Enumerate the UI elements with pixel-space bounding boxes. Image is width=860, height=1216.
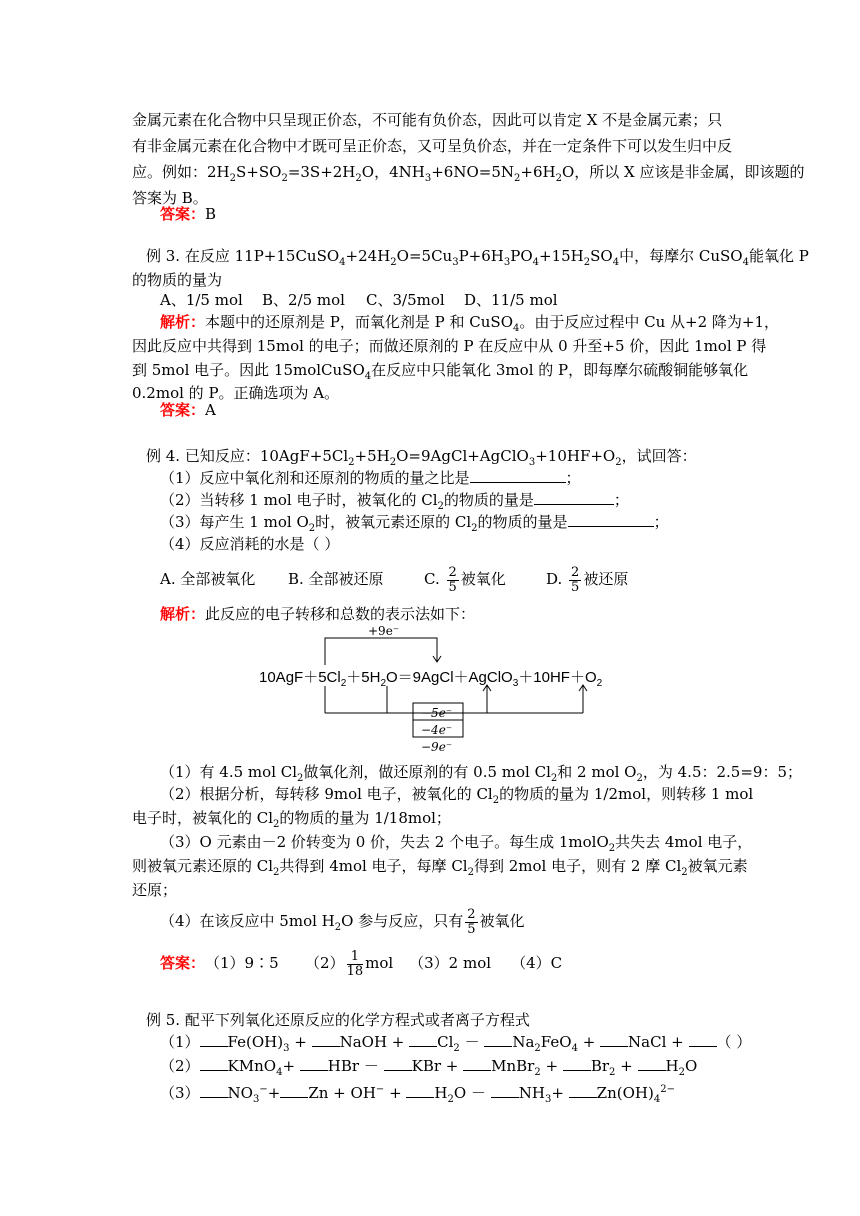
ex3-option-c: C、3/5mol [366,291,445,309]
ex3-question-line-2: 的物质的量为 [132,271,223,289]
answer-blank[interactable] [470,468,566,483]
ex4-option-b: B. 全部被还原 [288,570,384,588]
coeff-blank[interactable] [300,1056,328,1071]
coeff-blank[interactable] [569,1083,597,1098]
ex5-title: 例 5. 配平下列氧化还原反应的化学方程式或者离子方程式 [146,1011,530,1029]
ex3-answer: 答案：A [160,401,216,419]
answer-blank[interactable] [534,490,614,505]
fraction: $\frac{2}{5}$ [448,564,457,595]
ex4-option-c: C. $\frac{2}{5}$ 被氧化 [424,564,506,595]
ex3-options [160,290,558,310]
coeff-blank[interactable] [491,1083,519,1098]
ex4-options [160,564,628,595]
ex4-answer: 答案：（1）9∶5 （2） $\frac{1}{18}$ mol （3）2 mol （4）C [160,948,563,979]
ex4-option-a: A. 全部被氧化 [160,570,256,588]
coeff-blank[interactable] [689,1032,717,1047]
ex3-option-a: A、1/5 mol [160,291,243,309]
ex4-reason-4: （4）在该反应中 5mol $H_2O$ 参与反应，只有 $\frac{2}{5}$ 被氧化 [160,906,525,937]
ex4-sub-4: （4）反应消耗的水是（ ） [160,535,340,553]
answer-blank[interactable] [568,512,654,527]
coeff-blank[interactable] [384,1056,412,1071]
coeff-blank[interactable] [406,1083,434,1098]
analysis-label: 解析： [160,313,206,331]
fraction: $\frac{2}{5}$ [467,906,476,937]
ex5-eq-2: （2） KMnO$_4$+ HBr － KBr + MnBr$_2$ + $Br_2 + H_2O$ [160,1057,698,1078]
ex4-reason-1: （1）有 4.5 mol $Cl_2$做氧化剂，做还原剂的有 0.5 mol $Cl_2$和 2 mol $O_2$，为 4.5：2.5=9：5； [160,763,802,784]
coeff-blank[interactable] [200,1032,228,1047]
top-transfer-label: +9e⁻ [368,624,400,638]
electron-transfer-diagram [255,624,615,758]
intro-line-3: 应。例如：$2H_2S+SO_2=3S+2H_2O$，$4NH_3+6NO=5N_2+6H_2O$，所以 X 应该是非金属，即该题的 [132,163,805,184]
electron-transfer-svg [255,624,615,754]
intro-line-1: 金属元素在化合物中只呈现正价态，不可能有负价态，因此可以肯定 X 不是金属元素；只 [132,111,723,129]
ex4-sub-3: （3）每产生 1 mol $O_2$时，被氧元素还原的 $Cl_2$的物质的量是 ； [160,513,669,534]
coeff-blank[interactable] [200,1083,228,1098]
intro-line-4: 答案为 B。 [132,189,208,207]
coeff-blank[interactable] [600,1032,628,1047]
fraction: $\frac{1}{18}$ [346,948,364,979]
coeff-blank[interactable] [409,1032,437,1047]
answer-label: 答案： [160,954,206,972]
intro-line-2: 有非金属元素在化合物中才既可呈正价态，又可呈负价态，并在一定条件下可以发生归中反 [132,137,733,155]
coeff-blank[interactable] [563,1056,591,1071]
box-label-3: −9e⁻ [421,740,453,754]
ex4-reason-3c: 还原； [132,881,178,899]
ex4-analysis: 解析：此反应的电子转移和总数的表示法如下： [160,605,476,623]
ex4-reason-3: （3）O 元素由－2 价转变为 0 价，失去 2 个电子。每生成 1molO$_2$共失去 4mol 电子， [160,833,753,854]
answer-label: 答案： [160,205,206,223]
analysis-label: 解析： [160,605,206,623]
ex4-question: 例 4. 已知反应：$10AgF+5Cl_2+5H_2O=9AgCl+AgClO_3+10HF+O_2$，试回答： [146,447,697,468]
box-label-2: −4e⁻ [421,723,453,737]
fraction: $\frac{2}{5}$ [571,564,580,595]
ex5-eq-3: （3） $NO_3^-+ Zn + OH^- + H_2O - NH_3+ Zn(OH)_4^{2-}$ [160,1084,675,1105]
ex4-reason-2b: 电子时，被氧化的 $Cl_2$的物质的量为 1/18mol； [132,809,451,830]
intro-answer: 答案：B [160,205,217,223]
coeff-blank[interactable] [638,1056,666,1071]
ex4-option-d: D. $\frac{2}{5}$ 被还原 [546,564,629,595]
ex3-analysis-line-1: 解析：本题中的还原剂是 P，而氧化剂是 P 和 CuSO$_4$。由于反应过程中 Cu 从+2 降为+1， [160,313,780,334]
ex3-option-d: D、11/5 mol [464,291,558,309]
ex3-analysis-line-2: 因此反应中共得到 15mol 的电子；而做还原剂的 P 在反应中从 0 升至+5 价，因此 1mol P 得 [132,337,767,355]
ex4-sub-1: （1）反应中氧化剂和还原剂的物质的量之比是 ； [160,469,581,487]
diagram-equation: $10AgF+5Cl_2+5H_2O=9AgCl+AgClO_3+10HF+O_2$ [259,669,603,689]
coeff-blank[interactable] [312,1032,340,1047]
ex3-analysis-line-4: 0.2mol 的 P。正确选项为 A。 [132,384,340,402]
ex3-analysis-line-3: 到 5mol 电子。因此 15molCuSO$_4$在反应中只能氧化 3mol 的 P，即每摩尔硫酸铜能够氧化 [132,361,749,382]
ex4-reason-2: （2）根据分析，每转移 9mol 电子，被氧化的 $Cl_2$的物质的量为 1/2mol，则转移 1 mol [160,785,754,806]
ex3-question-line-1: 例 3. 在反应 $11P+15CuSO_4+24H_2O=5Cu_3P+6H_3PO_4+15H_2SO_4$中，每摩尔 CuSO$_4$能氧化 P [146,247,809,268]
box-label-1: −5e⁻ [421,706,453,720]
ex4-reason-3b: 则被氧元素还原的 $Cl_2$共得到 4mol 电子，每摩 $Cl_2$得到 2mol 电子，则有 2 摩 $Cl_2$被氧元素 [132,857,748,878]
coeff-blank[interactable] [484,1032,512,1047]
ex4-sub-2: （2）当转移 1 mol 电子时，被氧化的 $Cl_2$的物质的量是 ； [160,491,629,512]
coeff-blank[interactable] [463,1056,491,1071]
coeff-blank[interactable] [280,1083,308,1098]
ex5-eq-1: （1） $Fe(OH)_3$ + NaOH + $Cl_2 - Na_2FeO_4$ + NaCl + （ ） [160,1033,752,1054]
ex3-option-b: B、2/5 mol [262,291,345,309]
answer-label: 答案： [160,401,206,419]
coeff-blank[interactable] [200,1056,228,1071]
